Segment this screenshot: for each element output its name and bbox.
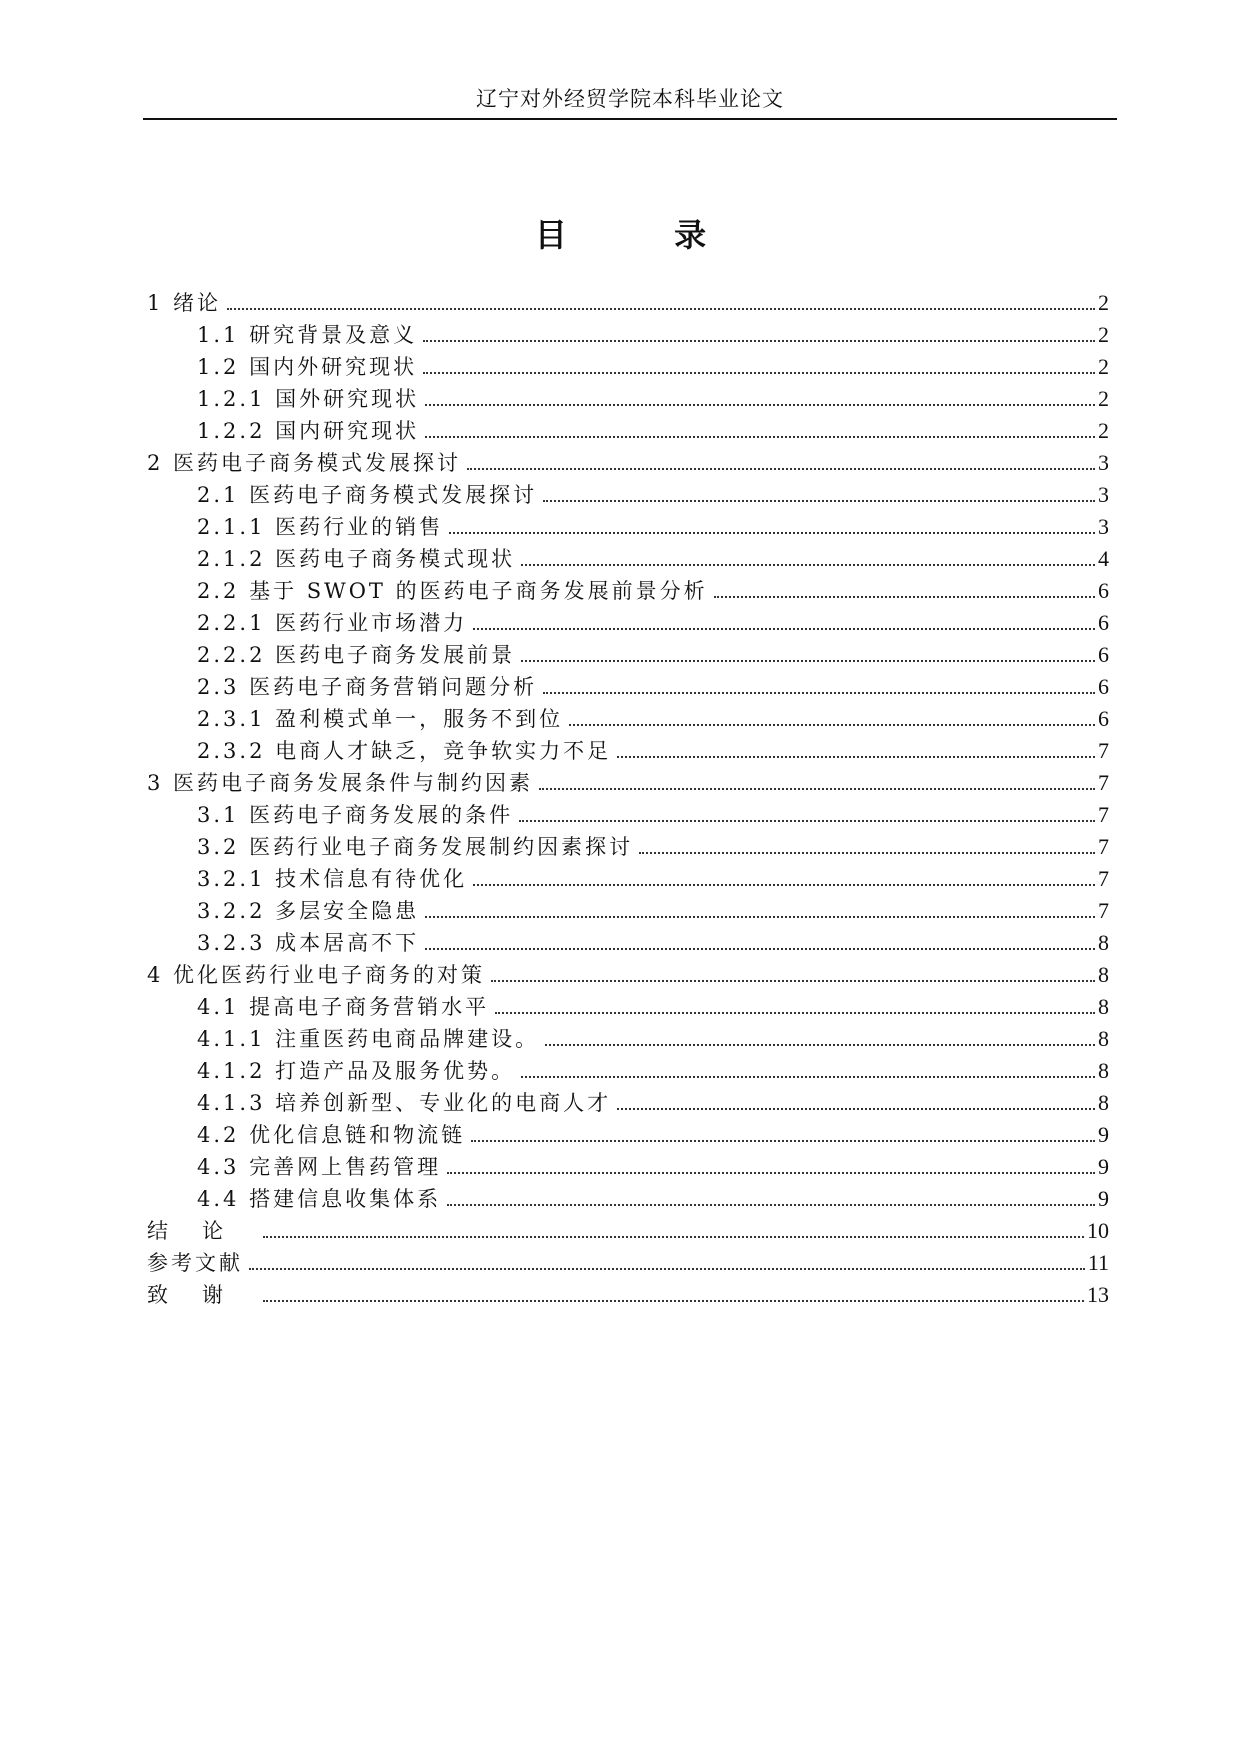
toc-entry[interactable] [147, 316, 1109, 348]
toc-entry-label: 1.2 国内外研究现状 [197, 355, 418, 379]
toc-entry-page-number: 7 [1098, 802, 1109, 827]
toc-dot-leader [521, 660, 1095, 662]
toc-entry-label: 1.1 研究背景及意义 [197, 323, 418, 347]
toc-dot-leader [425, 916, 1095, 918]
toc-entry[interactable] [147, 1084, 1109, 1116]
toc-entry-label: 4.1 提高电子商务营销水平 [197, 995, 490, 1019]
toc-dot-leader [473, 884, 1095, 886]
toc-entry-page-number: 6 [1098, 610, 1109, 635]
toc-entry-page-number: 4 [1098, 546, 1109, 571]
toc-entry[interactable] [147, 1180, 1109, 1212]
toc-entry-page-number: 13 [1087, 1282, 1109, 1307]
toc-entry[interactable] [147, 636, 1109, 668]
toc-dot-leader [467, 468, 1095, 470]
toc-dot-leader [263, 1236, 1084, 1238]
toc-dot-leader [491, 980, 1095, 982]
toc-entry-label: 2 医药电子商务模式发展探讨 [147, 451, 462, 475]
toc-entry-page-number: 3 [1098, 514, 1109, 539]
toc-entry[interactable] [147, 732, 1109, 764]
toc-entry-page-number: 9 [1098, 1122, 1109, 1147]
toc-entry-label: 2.2.2 医药电子商务发展前景 [197, 643, 516, 667]
toc-entry-label: 2.1.1 医药行业的销售 [197, 515, 444, 539]
toc-entry-page-number: 7 [1098, 866, 1109, 891]
toc-entry[interactable] [147, 956, 1109, 988]
toc-entry[interactable] [147, 988, 1109, 1020]
toc-entry[interactable] [147, 1244, 1109, 1276]
toc-entry-page-number: 7 [1098, 898, 1109, 923]
toc-entry[interactable] [147, 1020, 1109, 1052]
toc-entry-page-number: 8 [1098, 1090, 1109, 1115]
toc-entry-page-number: 6 [1098, 578, 1109, 603]
toc-entry-label: 1.2.2 国内研究现状 [197, 419, 420, 443]
toc-entry-label: 3 医药电子商务发展条件与制约因素 [147, 771, 534, 795]
toc-entry[interactable] [147, 1212, 1109, 1244]
toc-entry-page-number: 8 [1098, 1026, 1109, 1051]
table-of-contents [147, 284, 1109, 1308]
toc-entry[interactable] [147, 412, 1109, 444]
toc-entry-page-number: 2 [1098, 322, 1109, 347]
toc-entry[interactable] [147, 668, 1109, 700]
toc-entry-page-number: 3 [1098, 482, 1109, 507]
toc-entry-page-number: 8 [1098, 994, 1109, 1019]
toc-entry-page-number: 2 [1098, 386, 1109, 411]
toc-entry-label: 2.3.2 电商人才缺乏，竞争软实力不足 [197, 739, 612, 763]
toc-entry[interactable] [147, 924, 1109, 956]
toc-dot-leader [617, 1108, 1095, 1110]
toc-dot-leader [495, 1012, 1095, 1014]
toc-entry[interactable] [147, 444, 1109, 476]
toc-entry[interactable] [147, 700, 1109, 732]
toc-dot-leader [521, 1076, 1095, 1078]
toc-dot-leader [425, 436, 1095, 438]
toc-dot-leader [539, 788, 1095, 790]
toc-dot-leader [423, 372, 1095, 374]
toc-dot-leader [447, 1172, 1095, 1174]
toc-entry-page-number: 2 [1098, 418, 1109, 443]
toc-entry[interactable] [147, 860, 1109, 892]
toc-entry-label: 4.1.2 打造产品及服务优势。 [197, 1059, 516, 1083]
toc-dot-leader [425, 404, 1095, 406]
toc-entry-label: 2.2.1 医药行业市场潜力 [197, 611, 468, 635]
toc-entry-label: 2.3.1 盈利模式单一，服务不到位 [197, 707, 564, 731]
toc-dot-leader [521, 564, 1095, 566]
toc-dot-leader [545, 1044, 1095, 1046]
toc-entry[interactable] [147, 572, 1109, 604]
toc-entry-page-number: 7 [1098, 834, 1109, 859]
toc-dot-leader [227, 308, 1095, 310]
toc-entry[interactable] [147, 476, 1109, 508]
toc-entry-page-number: 8 [1098, 930, 1109, 955]
toc-entry[interactable] [147, 796, 1109, 828]
toc-entry[interactable] [147, 1148, 1109, 1180]
toc-entry-label: 1.2.1 国外研究现状 [197, 387, 420, 411]
toc-entry-label: 结论 [147, 1219, 257, 1243]
toc-entry[interactable] [147, 1052, 1109, 1084]
toc-entry-label: 4.1.1 注重医药电商品牌建设。 [197, 1027, 540, 1051]
toc-entry-page-number: 2 [1098, 290, 1109, 315]
toc-entry-label: 4.3 完善网上售药管理 [197, 1155, 442, 1179]
toc-dot-leader [519, 820, 1095, 822]
running-header-title: 辽宁对外经贸学院本科毕业论文 [476, 87, 784, 111]
toc-entry-label: 3.2 医药行业电子商务发展制约因素探讨 [197, 835, 634, 859]
toc-entry-label: 致谢 [147, 1283, 257, 1307]
toc-entry-page-number: 7 [1098, 738, 1109, 763]
toc-dot-leader [449, 532, 1095, 534]
toc-entry-page-number: 3 [1098, 450, 1109, 475]
toc-dot-leader [249, 1268, 1085, 1270]
toc-entry[interactable] [147, 348, 1109, 380]
toc-dot-leader [543, 692, 1095, 694]
toc-entry-label: 3.2.3 成本居高不下 [197, 931, 420, 955]
toc-entry[interactable] [147, 540, 1109, 572]
toc-entry-page-number: 7 [1098, 770, 1109, 795]
toc-entry-page-number: 9 [1098, 1186, 1109, 1211]
toc-entry-label: 4.1.3 培养创新型、专业化的电商人才 [197, 1091, 612, 1115]
toc-entry-label: 3.2.1 技术信息有待优化 [197, 867, 468, 891]
toc-entry[interactable] [147, 604, 1109, 636]
toc-dot-leader [617, 756, 1095, 758]
toc-dot-leader [473, 628, 1095, 630]
toc-entry-label: 1 绪论 [147, 291, 222, 315]
toc-entry[interactable] [147, 1276, 1109, 1308]
toc-entry-page-number: 11 [1087, 1250, 1109, 1275]
toc-dot-leader [471, 1140, 1095, 1142]
toc-title: 目 录 [534, 216, 755, 254]
toc-entry-label: 4 优化医药行业电子商务的对策 [147, 963, 486, 987]
toc-entry-label: 4.2 优化信息链和物流链 [197, 1123, 466, 1147]
toc-entry-page-number: 8 [1098, 962, 1109, 987]
toc-entry-label: 2.3 医药电子商务营销问题分析 [197, 675, 538, 699]
toc-entry-page-number: 6 [1098, 642, 1109, 667]
toc-dot-leader [447, 1204, 1095, 1206]
toc-entry[interactable] [147, 284, 1109, 316]
toc-entry-label: 4.4 搭建信息收集体系 [197, 1187, 442, 1211]
toc-entry-page-number: 6 [1098, 674, 1109, 699]
toc-entry-label: 2.2 基于 SWOT 的医药电子商务发展前景分析 [197, 579, 708, 603]
toc-dot-leader [714, 596, 1095, 598]
toc-dot-leader [569, 724, 1095, 726]
toc-entry-page-number: 6 [1098, 706, 1109, 731]
toc-dot-leader [423, 340, 1095, 342]
toc-entry-label: 3.2.2 多层安全隐患 [197, 899, 420, 923]
toc-entry-page-number: 8 [1098, 1058, 1109, 1083]
toc-entry[interactable] [147, 380, 1109, 412]
toc-entry-page-number: 2 [1098, 354, 1109, 379]
toc-dot-leader [543, 500, 1095, 502]
toc-dot-leader [425, 948, 1095, 950]
toc-entry-label: 参考文献 [147, 1251, 243, 1275]
toc-entry[interactable] [147, 828, 1109, 860]
toc-dot-leader [639, 852, 1095, 854]
toc-entry[interactable] [147, 508, 1109, 540]
toc-entry[interactable] [147, 1116, 1109, 1148]
toc-entry-page-number: 9 [1098, 1154, 1109, 1179]
toc-entry[interactable] [147, 892, 1109, 924]
toc-entry-page-number: 10 [1087, 1218, 1109, 1243]
toc-entry-label: 3.1 医药电子商务发展的条件 [197, 803, 514, 827]
toc-dot-leader [263, 1300, 1084, 1302]
toc-entry-label: 2.1.2 医药电子商务模式现状 [197, 547, 516, 571]
toc-entry[interactable] [147, 764, 1109, 796]
header-divider [143, 118, 1117, 120]
toc-entry-label: 2.1 医药电子商务模式发展探讨 [197, 483, 538, 507]
